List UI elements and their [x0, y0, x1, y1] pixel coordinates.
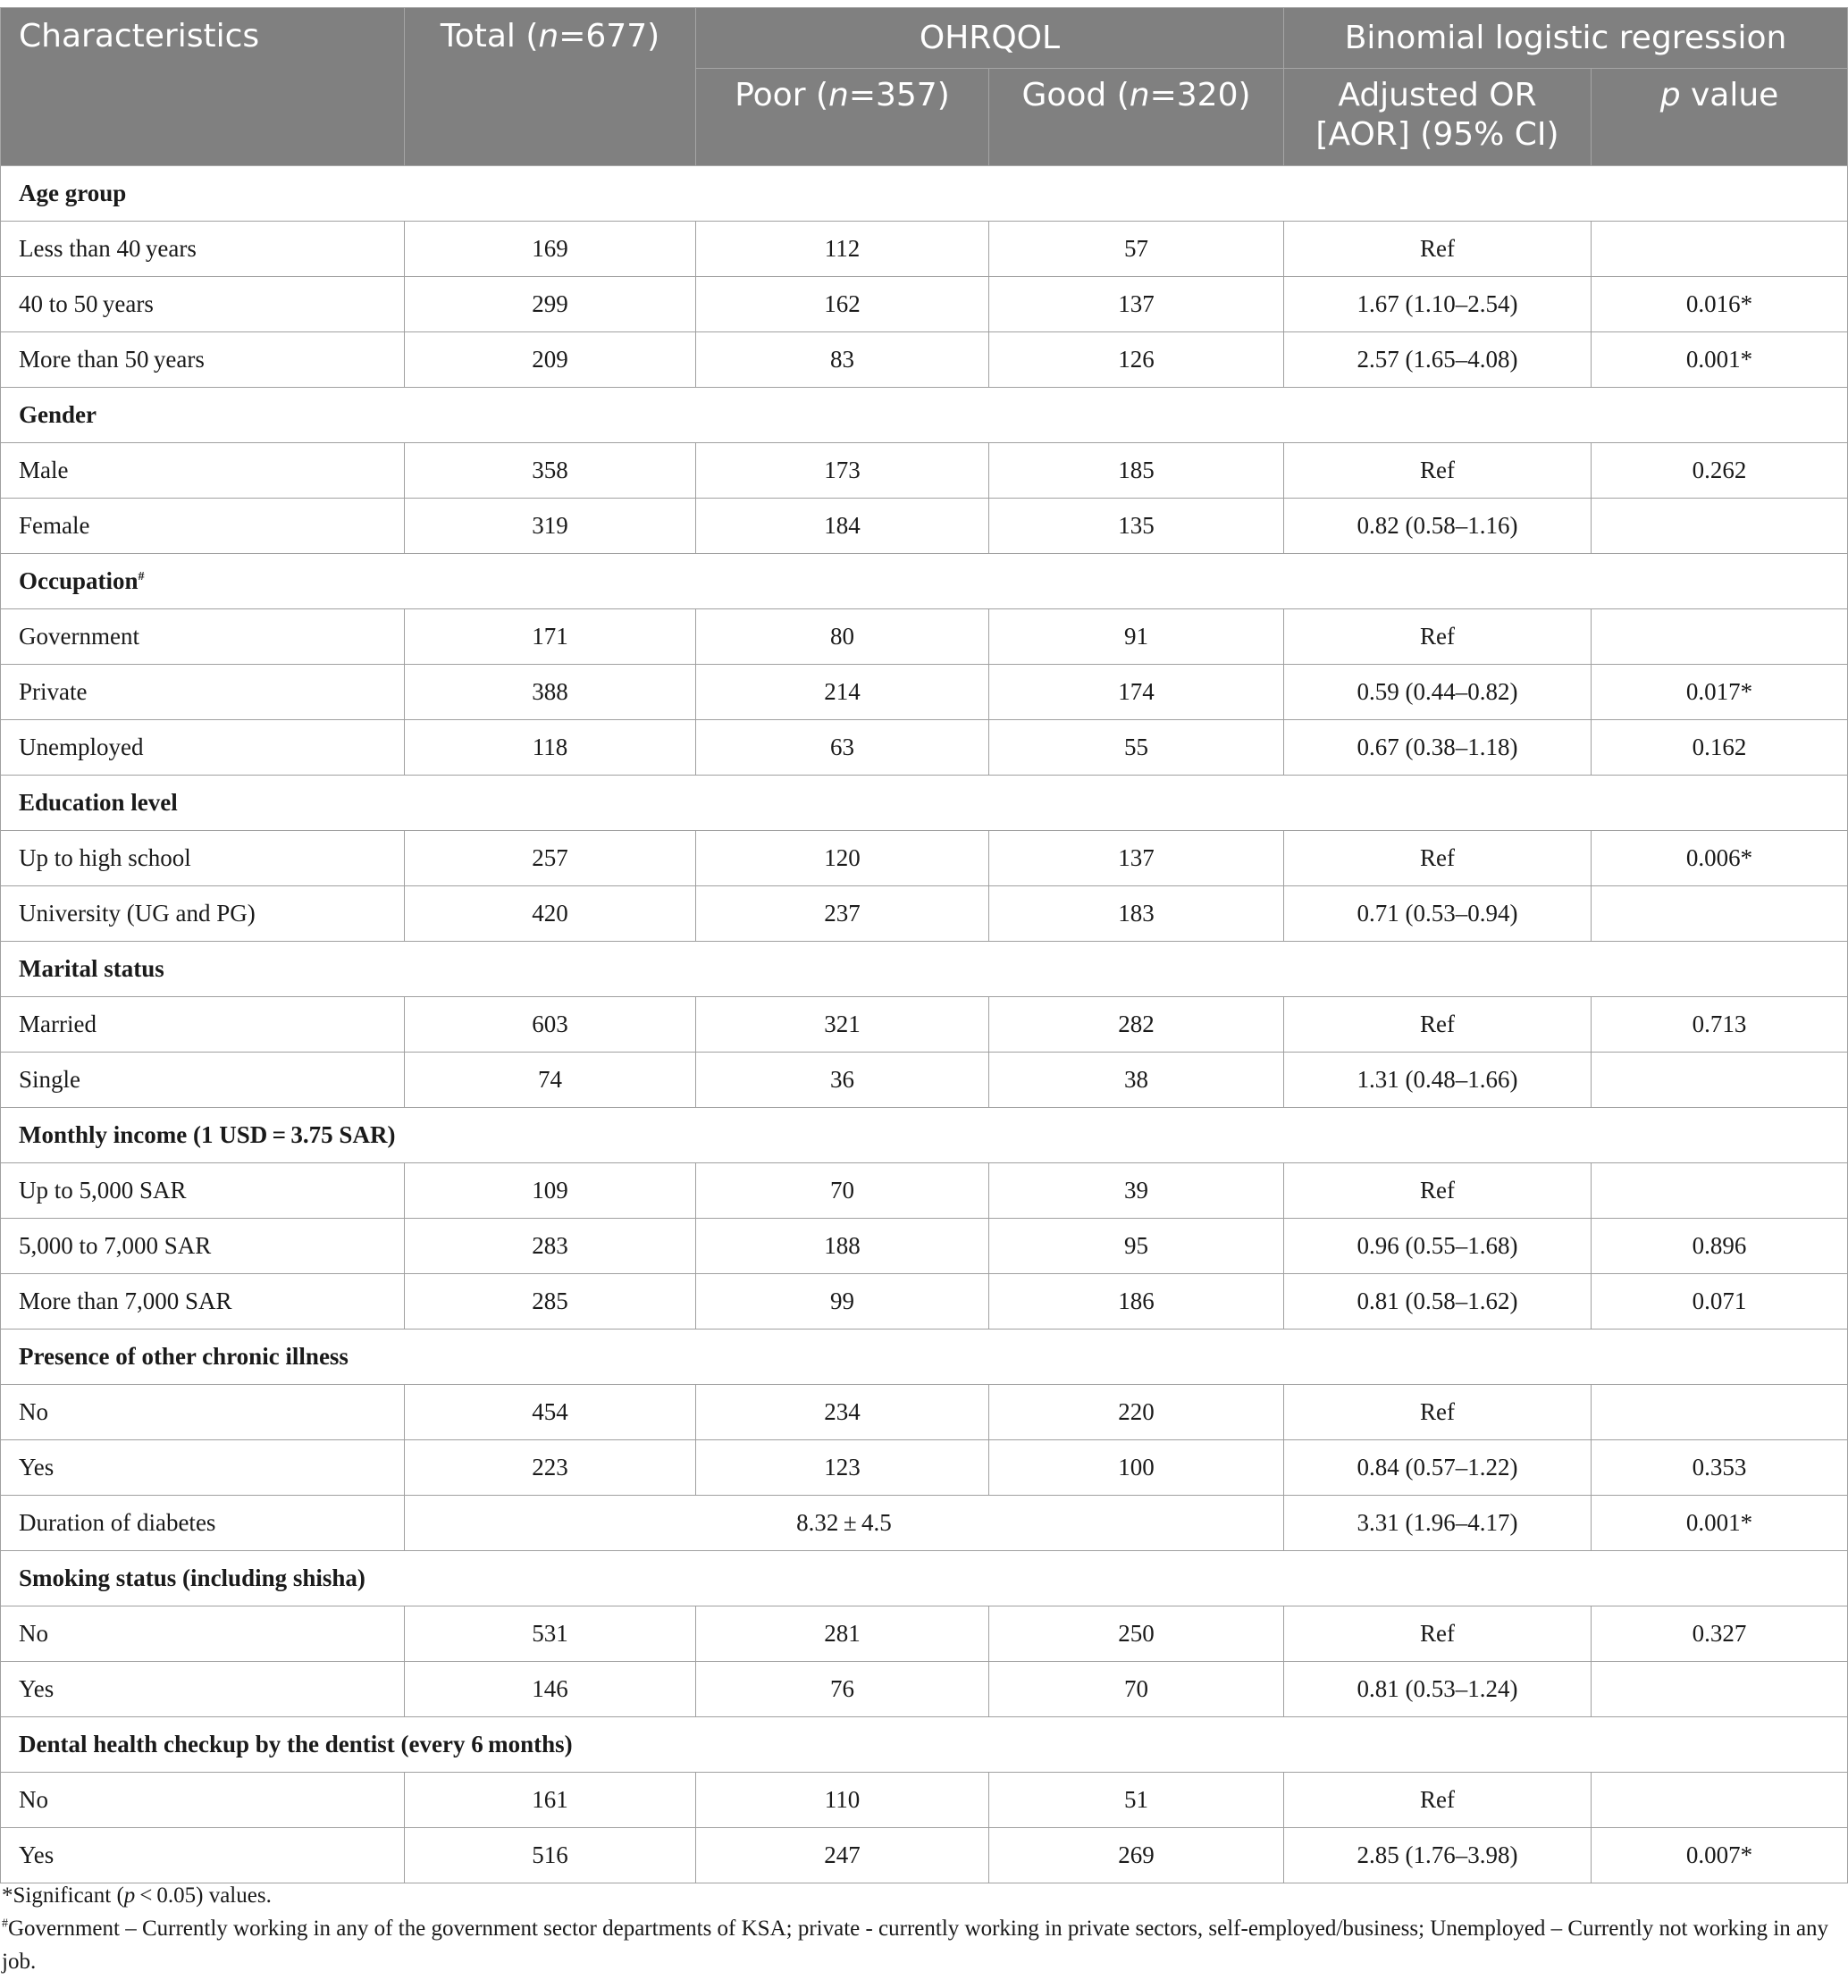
row-label: Female [1, 499, 405, 554]
footnote-mark: # [138, 570, 145, 583]
footnotes [0, 1879, 1848, 1978]
row-label: University (UG and PG) [1, 886, 405, 942]
cell-poor: 184 [696, 499, 989, 554]
table-row [1, 1828, 1848, 1883]
footnote-significance: *Significant (p < 0.05) values. [2, 1883, 272, 1908]
cell-p: 0.262 [1592, 443, 1848, 499]
footnote-occupation: #Government – Currently working in any of the government sector departments of KSA; private - currently working in private sectors, self-employed/business; Unemployed – Currently not working in any job. [2, 1917, 1829, 1974]
col-header-regression: Binomial logistic regression [1284, 8, 1848, 69]
cell-good: 250 [989, 1606, 1284, 1662]
cell-aor: Ref [1284, 1606, 1592, 1662]
table-row [1, 277, 1848, 332]
row-label: Less than 40 years [1, 222, 405, 277]
section-title [1, 942, 1848, 997]
row-label: 5,000 to 7,000 SAR [1, 1219, 405, 1274]
cell-poor: 237 [696, 886, 989, 942]
cell-good: 39 [989, 1163, 1284, 1219]
row-label: No [1, 1385, 405, 1440]
cell-aor: 0.67 (0.38–1.18) [1284, 720, 1592, 776]
cell-total: 299 [405, 277, 696, 332]
table-row [1, 1053, 1848, 1108]
cell-good: 269 [989, 1828, 1284, 1883]
col-header-characteristics: Characteristics [1, 8, 405, 166]
cell-total: 516 [405, 1828, 696, 1883]
section-title-text: Marital status [19, 955, 164, 982]
cell-total: 74 [405, 1053, 696, 1108]
cell-poor: 247 [696, 1828, 989, 1883]
row-label: Duration of diabetes [1, 1496, 405, 1551]
cell-total: 283 [405, 1219, 696, 1274]
table-body [1, 166, 1848, 1883]
section-row [1, 1108, 1848, 1163]
cell-good: 282 [989, 997, 1284, 1053]
cell-aor: 0.82 (0.58–1.16) [1284, 499, 1592, 554]
cell-poor: 63 [696, 720, 989, 776]
table-row [1, 1606, 1848, 1662]
table-row [1, 499, 1848, 554]
cell-good: 183 [989, 886, 1284, 942]
cell-poor: 70 [696, 1163, 989, 1219]
cell-poor: 80 [696, 609, 989, 665]
table-row [1, 886, 1848, 942]
cell-total: 223 [405, 1440, 696, 1496]
cell-aor: 1.31 (0.48–1.66) [1284, 1053, 1592, 1108]
row-label: More than 50 years [1, 332, 405, 388]
cell-good: 185 [989, 443, 1284, 499]
row-label: Yes [1, 1440, 405, 1496]
section-row [1, 1330, 1848, 1385]
cell-poor: 321 [696, 997, 989, 1053]
section-title [1, 166, 1848, 222]
section-title-text: Age group [19, 180, 127, 206]
cell-aor: Ref [1284, 997, 1592, 1053]
cell-aor: 0.96 (0.55–1.68) [1284, 1219, 1592, 1274]
cell-aor: 0.71 (0.53–0.94) [1284, 886, 1592, 942]
col-header-poor: Poor (n=357) [696, 69, 989, 166]
cell-p [1592, 1053, 1848, 1108]
section-row [1, 776, 1848, 831]
col-header-aor: Adjusted OR [AOR] (95% CI) [1284, 69, 1592, 166]
cell-aor: Ref [1284, 1773, 1592, 1828]
row-label: Male [1, 443, 405, 499]
table-row [1, 443, 1848, 499]
cell-poor: 234 [696, 1385, 989, 1440]
table-row [1, 720, 1848, 776]
cell-poor: 214 [696, 665, 989, 720]
cell-p [1592, 886, 1848, 942]
cell-aor: Ref [1284, 1385, 1592, 1440]
table-row [1, 831, 1848, 886]
row-label: More than 7,000 SAR [1, 1274, 405, 1330]
results-table [0, 7, 1848, 1883]
cell-aor: 3.31 (1.96–4.17) [1284, 1496, 1592, 1551]
table-row [1, 1274, 1848, 1330]
section-title [1, 1330, 1848, 1385]
cell-p: 0.327 [1592, 1606, 1848, 1662]
cell-p [1592, 1773, 1848, 1828]
table-row [1, 1385, 1848, 1440]
cell-p: 0.017* [1592, 665, 1848, 720]
section-row [1, 554, 1848, 609]
section-title [1, 554, 1848, 609]
section-title-text: Education level [19, 789, 178, 816]
cell-poor: 162 [696, 277, 989, 332]
cell-poor: 110 [696, 1773, 989, 1828]
cell-total: 118 [405, 720, 696, 776]
cell-aor: Ref [1284, 443, 1592, 499]
row-label: Yes [1, 1662, 405, 1717]
section-title [1, 1717, 1848, 1773]
table-row [1, 1163, 1848, 1219]
section-row [1, 942, 1848, 997]
table-row [1, 1662, 1848, 1717]
table-row [1, 609, 1848, 665]
cell-good: 38 [989, 1053, 1284, 1108]
cell-good: 91 [989, 609, 1284, 665]
col-header-good: Good (n=320) [989, 69, 1284, 166]
cell-poor: 36 [696, 1053, 989, 1108]
cell-good: 51 [989, 1773, 1284, 1828]
table-row [1, 332, 1848, 388]
cell-total: 169 [405, 222, 696, 277]
cell-p: 0.353 [1592, 1440, 1848, 1496]
section-title-text: Occupation [19, 567, 139, 594]
cell-good: 220 [989, 1385, 1284, 1440]
cell-total: 319 [405, 499, 696, 554]
cell-total: 285 [405, 1274, 696, 1330]
col-header-total: Total (n=677) [405, 8, 696, 166]
cell-aor: Ref [1284, 222, 1592, 277]
table-row [1, 997, 1848, 1053]
table-row [1, 1773, 1848, 1828]
table-row [1, 1496, 1848, 1551]
cell-total: 420 [405, 886, 696, 942]
section-title-text: Dental health checkup by the dentist (every 6 months) [19, 1731, 573, 1757]
cell-poor: 120 [696, 831, 989, 886]
cell-p [1592, 1163, 1848, 1219]
cell-p: 0.006* [1592, 831, 1848, 886]
section-row [1, 166, 1848, 222]
cell-poor: 112 [696, 222, 989, 277]
cell-total: 358 [405, 443, 696, 499]
cell-p: 0.016* [1592, 277, 1848, 332]
cell-p: 0.713 [1592, 997, 1848, 1053]
cell-p: 0.162 [1592, 720, 1848, 776]
cell-good: 100 [989, 1440, 1284, 1496]
cell-p [1592, 222, 1848, 277]
section-title-text: Monthly income (1 USD = 3.75 SAR) [19, 1121, 396, 1148]
row-label: No [1, 1773, 405, 1828]
cell-aor: 0.81 (0.58–1.62) [1284, 1274, 1592, 1330]
cell-total: 388 [405, 665, 696, 720]
section-row [1, 388, 1848, 443]
cell-good: 57 [989, 222, 1284, 277]
cell-poor: 281 [696, 1606, 989, 1662]
cell-p: 0.007* [1592, 1828, 1848, 1883]
cell-poor: 76 [696, 1662, 989, 1717]
col-header-p-value: p value [1592, 69, 1848, 166]
row-label: Government [1, 609, 405, 665]
cell-total: 603 [405, 997, 696, 1053]
cell-p [1592, 609, 1848, 665]
cell-good: 135 [989, 499, 1284, 554]
section-row [1, 1551, 1848, 1606]
cell-poor: 188 [696, 1219, 989, 1274]
cell-poor: 99 [696, 1274, 989, 1330]
section-title [1, 776, 1848, 831]
table-row [1, 1440, 1848, 1496]
cell-good: 186 [989, 1274, 1284, 1330]
row-label: Private [1, 665, 405, 720]
row-label: No [1, 1606, 405, 1662]
cell-aor: 0.59 (0.44–0.82) [1284, 665, 1592, 720]
cell-p: 0.071 [1592, 1274, 1848, 1330]
section-row [1, 1717, 1848, 1773]
cell-total: 209 [405, 332, 696, 388]
cell-good: 137 [989, 277, 1284, 332]
cell-total: 257 [405, 831, 696, 886]
section-title-text: Presence of other chronic illness [19, 1343, 349, 1370]
cell-aor: Ref [1284, 1163, 1592, 1219]
cell-p [1592, 1385, 1848, 1440]
cell-aor: 2.57 (1.65–4.08) [1284, 332, 1592, 388]
table-header [1, 8, 1848, 166]
col-header-ohrqol: OHRQOL [696, 8, 1284, 69]
cell-poor: 83 [696, 332, 989, 388]
section-title [1, 1108, 1848, 1163]
cell-good: 70 [989, 1662, 1284, 1717]
section-title-text: Smoking status (including shisha) [19, 1564, 365, 1591]
cell-total: 531 [405, 1606, 696, 1662]
cell-good: 95 [989, 1219, 1284, 1274]
cell-aor: 1.67 (1.10–2.54) [1284, 277, 1592, 332]
row-label: Up to 5,000 SAR [1, 1163, 405, 1219]
row-label: Married [1, 997, 405, 1053]
row-label: Unemployed [1, 720, 405, 776]
row-label: Yes [1, 1828, 405, 1883]
table-row [1, 1219, 1848, 1274]
cell-aor: Ref [1284, 831, 1592, 886]
cell-total: 454 [405, 1385, 696, 1440]
cell-good: 174 [989, 665, 1284, 720]
cell-poor: 123 [696, 1440, 989, 1496]
cell-good: 137 [989, 831, 1284, 886]
cell-p: 0.896 [1592, 1219, 1848, 1274]
table-row [1, 665, 1848, 720]
cell-poor: 173 [696, 443, 989, 499]
section-title [1, 388, 1848, 443]
cell-total: 171 [405, 609, 696, 665]
cell-aor: 2.85 (1.76–3.98) [1284, 1828, 1592, 1883]
section-title-text: Gender [19, 401, 97, 428]
cell-good: 55 [989, 720, 1284, 776]
cell-p: 0.001* [1592, 1496, 1848, 1551]
table-row [1, 222, 1848, 277]
cell-total: 109 [405, 1163, 696, 1219]
row-label: 40 to 50 years [1, 277, 405, 332]
cell-total: 146 [405, 1662, 696, 1717]
cell-aor: Ref [1284, 609, 1592, 665]
cell-total: 161 [405, 1773, 696, 1828]
cell-aor: 0.84 (0.57–1.22) [1284, 1440, 1592, 1496]
cell-good: 126 [989, 332, 1284, 388]
row-label: Up to high school [1, 831, 405, 886]
cell-p [1592, 499, 1848, 554]
row-label: Single [1, 1053, 405, 1108]
cell-merged-mean-sd: 8.32 ± 4.5 [405, 1496, 1284, 1551]
cell-aor: 0.81 (0.53–1.24) [1284, 1662, 1592, 1717]
cell-p: 0.001* [1592, 332, 1848, 388]
section-title [1, 1551, 1848, 1606]
cell-p [1592, 1662, 1848, 1717]
